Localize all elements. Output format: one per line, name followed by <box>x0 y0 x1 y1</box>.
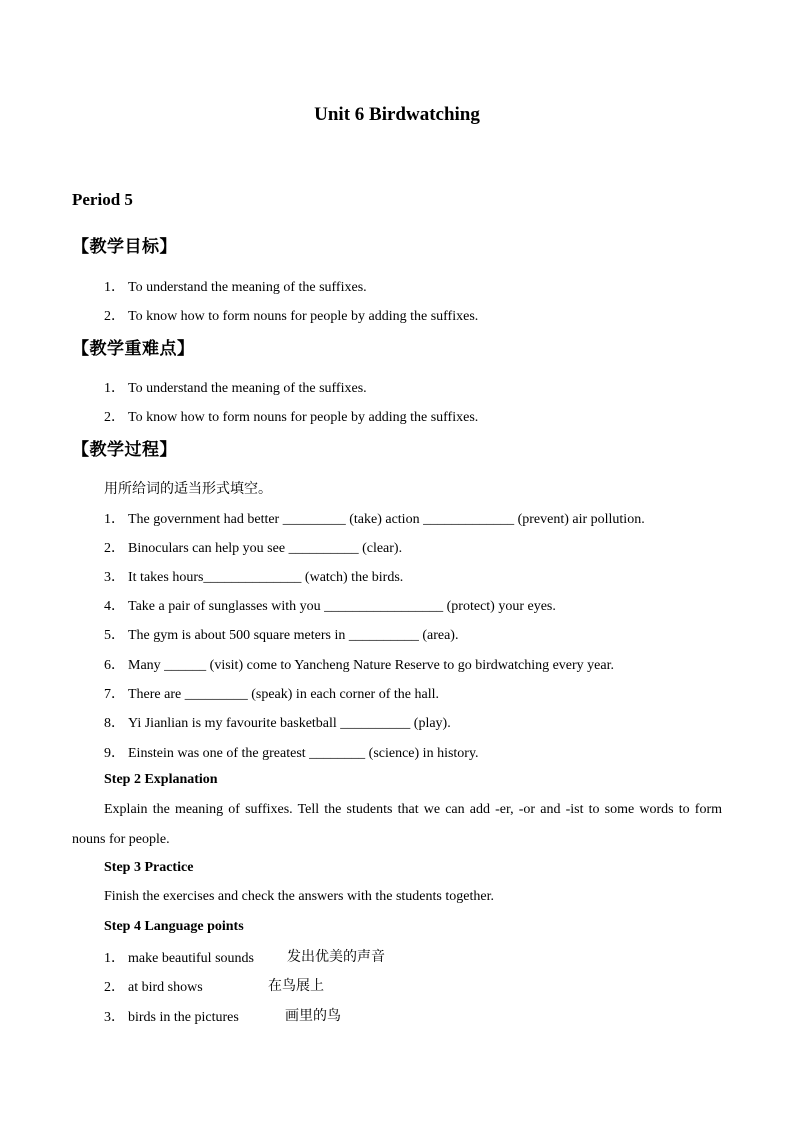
exercise-item <box>104 742 479 762</box>
item-text: Binoculars can help you see __________ (clear). <box>128 541 403 556</box>
exercise-item <box>104 537 402 557</box>
item-number: 4． <box>104 599 125 614</box>
item-number: 1． <box>104 280 125 295</box>
language-point-item <box>104 976 203 996</box>
exercise-item <box>104 566 403 586</box>
item-number: 6． <box>104 658 125 673</box>
item-number: 1． <box>104 381 125 396</box>
item-text: Many ______ (visit) come to Yancheng Nature Reserve to go birdwatching every year. <box>128 658 614 673</box>
language-point-chinese: 画里的鸟 <box>285 1008 341 1024</box>
item-number: 2． <box>104 541 125 556</box>
item-text: There are _________ (speak) in each corner of the hall. <box>128 687 439 702</box>
item-number: 3． <box>104 570 125 585</box>
exercise-item <box>104 508 645 528</box>
item-text: The gym is about 500 square meters in __________ (area). <box>128 628 459 643</box>
exercise-item <box>104 654 614 674</box>
step3-paragraph: Finish the exercises and check the answers with the students together. <box>104 889 494 904</box>
step2-heading: Step 2 Explanation <box>104 772 218 787</box>
document-title: Unit 6 Birdwatching <box>314 104 480 125</box>
item-number: 1． <box>104 512 125 527</box>
item-number: 8． <box>104 716 125 731</box>
section-process: 【教学过程】 <box>72 440 177 460</box>
exercise-item <box>104 683 439 703</box>
objective-item <box>104 276 367 296</box>
language-point-chinese: 在鸟展上 <box>268 978 324 994</box>
step4-heading: Step 4 Language points <box>104 919 244 934</box>
item-text: To understand the meaning of the suffixes. <box>128 381 367 396</box>
language-point-chinese: 发出优美的声音 <box>287 949 385 965</box>
item-number: 7． <box>104 687 125 702</box>
period-heading: Period 5 <box>72 190 133 209</box>
language-point-english: make beautiful sounds <box>128 951 254 966</box>
item-number: 2． <box>104 980 125 995</box>
section-key-points: 【教学重难点】 <box>72 339 195 359</box>
item-number: 9． <box>104 746 125 761</box>
item-text: To know how to form nouns for people by adding the suffixes. <box>128 309 479 324</box>
item-text: Take a pair of sunglasses with you _________________ (protect) your eyes. <box>128 599 556 614</box>
exercise-item <box>104 595 556 615</box>
step2-paragraph: Explain the meaning of suffixes. Tell the students that we can add -er, -or and -ist to some words to form nouns for people. <box>72 802 722 847</box>
language-point-item <box>104 1006 239 1026</box>
exercise-item <box>104 624 458 644</box>
language-point-item <box>104 947 254 967</box>
exercise-instructions: 用所给词的适当形式填空。 <box>104 481 272 497</box>
item-number: 2． <box>104 309 125 324</box>
key-point-item <box>104 377 367 397</box>
item-text: Yi Jianlian is my favourite basketball __________ (play). <box>128 716 451 731</box>
language-point-english: birds in the pictures <box>128 1010 239 1025</box>
item-text: Einstein was one of the greatest ________ (science) in history. <box>128 746 479 761</box>
item-number: 5． <box>104 628 125 643</box>
item-text: It takes hours______________ (watch) the birds. <box>128 570 404 585</box>
item-number: 2． <box>104 410 125 425</box>
item-number: 1． <box>104 951 125 966</box>
language-point-english: at bird shows <box>128 980 203 995</box>
objective-item <box>104 305 478 325</box>
item-text: To know how to form nouns for people by adding the suffixes. <box>128 410 479 425</box>
item-number: 3． <box>104 1010 125 1025</box>
item-text: The government had better _________ (take) action _____________ (prevent) air pollution. <box>128 512 645 527</box>
item-text: To understand the meaning of the suffixes. <box>128 280 367 295</box>
step3-heading: Step 3 Practice <box>104 860 194 875</box>
exercise-item <box>104 712 451 732</box>
key-point-item <box>104 406 478 426</box>
section-objectives: 【教学目标】 <box>72 237 177 257</box>
